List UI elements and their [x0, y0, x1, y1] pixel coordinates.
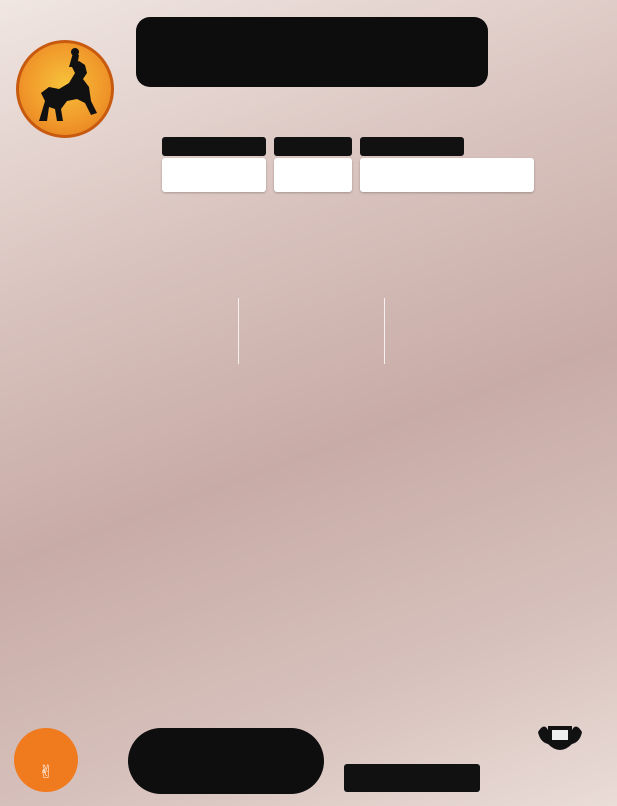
divider [384, 298, 385, 364]
ganador-label [162, 137, 266, 156]
divider [238, 298, 239, 364]
title-banner [136, 17, 488, 87]
horse-rider-logo-icon [16, 40, 114, 138]
serie-label [274, 137, 352, 156]
total-prize-box [128, 728, 324, 794]
winner-serie [274, 158, 352, 192]
despachado-label [360, 137, 464, 156]
winner-despachado [360, 158, 534, 192]
en-premios-text [344, 764, 480, 792]
coat-of-arms-icon [530, 718, 590, 762]
juega-legal-badge [14, 728, 78, 792]
winner-number [162, 158, 266, 192]
hand-icon: ✌ [38, 762, 54, 783]
side-social-text [0, 490, 12, 760]
